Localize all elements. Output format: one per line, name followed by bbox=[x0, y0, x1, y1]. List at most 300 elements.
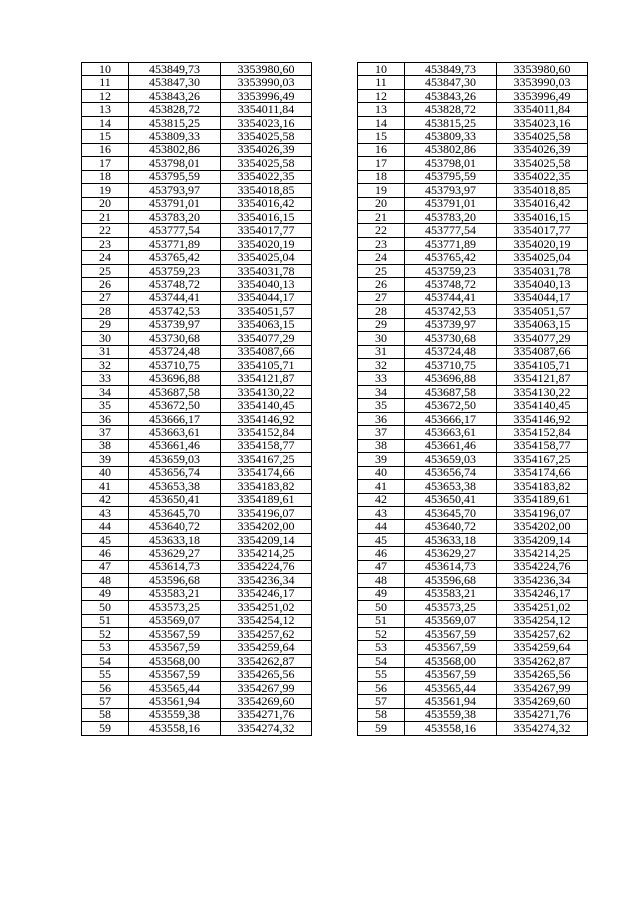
table-row bbox=[358, 184, 588, 197]
table-row bbox=[82, 695, 312, 708]
x-coordinate-cell: 453558,16 bbox=[129, 722, 221, 735]
point-number-cell: 31 bbox=[82, 345, 129, 358]
x-coordinate-cell: 453798,01 bbox=[405, 157, 497, 170]
x-coordinate-cell: 453633,18 bbox=[129, 533, 221, 546]
x-coordinate-cell: 453815,25 bbox=[129, 116, 221, 129]
x-coordinate-cell: 453656,74 bbox=[405, 466, 497, 479]
table-row bbox=[82, 143, 312, 156]
table-row bbox=[82, 103, 312, 116]
table-row bbox=[82, 399, 312, 412]
table-row bbox=[358, 63, 588, 76]
table-row bbox=[358, 170, 588, 183]
x-coordinate-cell: 453629,27 bbox=[405, 547, 497, 560]
y-coordinate-cell: 3354017,77 bbox=[221, 224, 312, 237]
table-row bbox=[358, 681, 588, 694]
point-number-cell: 57 bbox=[82, 695, 129, 708]
y-coordinate-cell: 3354209,14 bbox=[497, 533, 588, 546]
x-coordinate-cell: 453661,46 bbox=[129, 439, 221, 452]
point-number-cell: 56 bbox=[82, 681, 129, 694]
x-coordinate-cell: 453815,25 bbox=[405, 116, 497, 129]
x-coordinate-cell: 453640,72 bbox=[405, 520, 497, 533]
y-coordinate-cell: 3354077,29 bbox=[221, 332, 312, 345]
point-number-cell: 17 bbox=[82, 157, 129, 170]
x-coordinate-cell: 453765,42 bbox=[129, 251, 221, 264]
point-number-cell: 21 bbox=[358, 210, 405, 223]
y-coordinate-cell: 3354025,04 bbox=[497, 251, 588, 264]
y-coordinate-cell: 3354051,57 bbox=[497, 305, 588, 318]
point-number-cell: 54 bbox=[82, 654, 129, 667]
point-number-cell: 28 bbox=[82, 305, 129, 318]
x-coordinate-cell: 453696,88 bbox=[129, 372, 221, 385]
y-coordinate-cell: 3354031,78 bbox=[497, 264, 588, 277]
x-coordinate-cell: 453567,59 bbox=[405, 628, 497, 641]
x-coordinate-cell: 453710,75 bbox=[129, 358, 221, 371]
table-row bbox=[82, 291, 312, 304]
table-row bbox=[358, 601, 588, 614]
point-number-cell: 29 bbox=[358, 318, 405, 331]
table-row bbox=[358, 533, 588, 546]
table-row bbox=[82, 722, 312, 735]
point-number-cell: 41 bbox=[82, 480, 129, 493]
point-number-cell: 29 bbox=[82, 318, 129, 331]
x-coordinate-cell: 453687,58 bbox=[129, 385, 221, 398]
y-coordinate-cell: 3354011,84 bbox=[221, 103, 312, 116]
y-coordinate-cell: 3354254,12 bbox=[221, 614, 312, 627]
point-number-cell: 12 bbox=[358, 89, 405, 102]
point-number-cell: 58 bbox=[82, 708, 129, 721]
x-coordinate-cell: 453724,48 bbox=[405, 345, 497, 358]
y-coordinate-cell: 3354025,58 bbox=[497, 130, 588, 143]
table-row bbox=[82, 89, 312, 102]
table-row bbox=[82, 345, 312, 358]
point-number-cell: 46 bbox=[358, 547, 405, 560]
y-coordinate-cell: 3354251,02 bbox=[497, 601, 588, 614]
coordinates-table-left-body bbox=[82, 63, 312, 736]
point-number-cell: 47 bbox=[358, 560, 405, 573]
point-number-cell: 54 bbox=[358, 654, 405, 667]
point-number-cell: 42 bbox=[82, 493, 129, 506]
point-number-cell: 46 bbox=[82, 547, 129, 560]
y-coordinate-cell: 3354196,07 bbox=[221, 506, 312, 519]
table-row bbox=[82, 264, 312, 277]
point-number-cell: 13 bbox=[82, 103, 129, 116]
y-coordinate-cell: 3354087,66 bbox=[497, 345, 588, 358]
x-coordinate-cell: 453569,07 bbox=[405, 614, 497, 627]
y-coordinate-cell: 3353990,03 bbox=[221, 76, 312, 89]
x-coordinate-cell: 453659,03 bbox=[405, 453, 497, 466]
y-coordinate-cell: 3354267,99 bbox=[221, 681, 312, 694]
x-coordinate-cell: 453565,44 bbox=[129, 681, 221, 694]
x-coordinate-cell: 453739,97 bbox=[129, 318, 221, 331]
x-coordinate-cell: 453656,74 bbox=[129, 466, 221, 479]
point-number-cell: 55 bbox=[82, 668, 129, 681]
table-row bbox=[82, 372, 312, 385]
y-coordinate-cell: 3354158,77 bbox=[221, 439, 312, 452]
table-row bbox=[82, 426, 312, 439]
x-coordinate-cell: 453783,20 bbox=[129, 210, 221, 223]
x-coordinate-cell: 453696,88 bbox=[405, 372, 497, 385]
point-number-cell: 11 bbox=[358, 76, 405, 89]
table-row bbox=[358, 291, 588, 304]
y-coordinate-cell: 3354196,07 bbox=[497, 506, 588, 519]
y-coordinate-cell: 3354025,58 bbox=[221, 157, 312, 170]
point-number-cell: 30 bbox=[358, 332, 405, 345]
point-number-cell: 56 bbox=[358, 681, 405, 694]
point-number-cell: 49 bbox=[358, 587, 405, 600]
point-number-cell: 39 bbox=[358, 453, 405, 466]
point-number-cell: 40 bbox=[82, 466, 129, 479]
x-coordinate-cell: 453847,30 bbox=[129, 76, 221, 89]
point-number-cell: 14 bbox=[358, 116, 405, 129]
point-number-cell: 32 bbox=[358, 358, 405, 371]
x-coordinate-cell: 453561,94 bbox=[405, 695, 497, 708]
point-number-cell: 16 bbox=[82, 143, 129, 156]
point-number-cell: 18 bbox=[358, 170, 405, 183]
x-coordinate-cell: 453567,59 bbox=[129, 641, 221, 654]
x-coordinate-cell: 453710,75 bbox=[405, 358, 497, 371]
y-coordinate-cell: 3354077,29 bbox=[497, 332, 588, 345]
table-row bbox=[358, 520, 588, 533]
x-coordinate-cell: 453795,59 bbox=[129, 170, 221, 183]
table-row bbox=[358, 157, 588, 170]
x-coordinate-cell: 453748,72 bbox=[405, 278, 497, 291]
y-coordinate-cell: 3354183,82 bbox=[497, 480, 588, 493]
point-number-cell: 14 bbox=[82, 116, 129, 129]
point-number-cell: 23 bbox=[358, 237, 405, 250]
point-number-cell: 51 bbox=[358, 614, 405, 627]
table-row bbox=[358, 345, 588, 358]
point-number-cell: 18 bbox=[82, 170, 129, 183]
table-row bbox=[358, 264, 588, 277]
table-row bbox=[358, 480, 588, 493]
x-coordinate-cell: 453771,89 bbox=[405, 237, 497, 250]
point-number-cell: 48 bbox=[358, 574, 405, 587]
point-number-cell: 32 bbox=[82, 358, 129, 371]
table-row bbox=[82, 412, 312, 425]
table-row bbox=[82, 681, 312, 694]
point-number-cell: 39 bbox=[82, 453, 129, 466]
point-number-cell: 50 bbox=[358, 601, 405, 614]
x-coordinate-cell: 453777,54 bbox=[129, 224, 221, 237]
table-row bbox=[82, 358, 312, 371]
table-row bbox=[358, 130, 588, 143]
table-row bbox=[358, 116, 588, 129]
table-row bbox=[82, 708, 312, 721]
x-coordinate-cell: 453573,25 bbox=[129, 601, 221, 614]
table-row bbox=[358, 695, 588, 708]
point-number-cell: 37 bbox=[82, 426, 129, 439]
table-row bbox=[82, 210, 312, 223]
table-row bbox=[82, 76, 312, 89]
y-coordinate-cell: 3354044,17 bbox=[497, 291, 588, 304]
x-coordinate-cell: 453666,17 bbox=[405, 412, 497, 425]
x-coordinate-cell: 453744,41 bbox=[405, 291, 497, 304]
coordinates-table-right-body bbox=[358, 63, 588, 736]
point-number-cell: 30 bbox=[82, 332, 129, 345]
point-number-cell: 15 bbox=[358, 130, 405, 143]
table-row bbox=[358, 251, 588, 264]
point-number-cell: 15 bbox=[82, 130, 129, 143]
y-coordinate-cell: 3354140,45 bbox=[497, 399, 588, 412]
y-coordinate-cell: 3353996,49 bbox=[221, 89, 312, 102]
y-coordinate-cell: 3354257,62 bbox=[221, 628, 312, 641]
point-number-cell: 44 bbox=[82, 520, 129, 533]
y-coordinate-cell: 3354023,16 bbox=[497, 116, 588, 129]
coordinates-table-right bbox=[357, 62, 588, 736]
x-coordinate-cell: 453739,97 bbox=[405, 318, 497, 331]
table-row bbox=[82, 641, 312, 654]
x-coordinate-cell: 453783,20 bbox=[405, 210, 497, 223]
y-coordinate-cell: 3354274,32 bbox=[221, 722, 312, 735]
y-coordinate-cell: 3354262,87 bbox=[497, 654, 588, 667]
x-coordinate-cell: 453568,00 bbox=[405, 654, 497, 667]
y-coordinate-cell: 3354140,45 bbox=[221, 399, 312, 412]
point-number-cell: 36 bbox=[82, 412, 129, 425]
x-coordinate-cell: 453759,23 bbox=[405, 264, 497, 277]
x-coordinate-cell: 453663,61 bbox=[129, 426, 221, 439]
y-coordinate-cell: 3354023,16 bbox=[221, 116, 312, 129]
x-coordinate-cell: 453809,33 bbox=[405, 130, 497, 143]
x-coordinate-cell: 453614,73 bbox=[405, 560, 497, 573]
y-coordinate-cell: 3354026,39 bbox=[497, 143, 588, 156]
table-row bbox=[82, 224, 312, 237]
x-coordinate-cell: 453559,38 bbox=[405, 708, 497, 721]
table-row bbox=[82, 237, 312, 250]
x-coordinate-cell: 453567,59 bbox=[129, 668, 221, 681]
table-row bbox=[82, 668, 312, 681]
table-row bbox=[358, 426, 588, 439]
y-coordinate-cell: 3354267,99 bbox=[497, 681, 588, 694]
table-row bbox=[358, 560, 588, 573]
point-number-cell: 37 bbox=[358, 426, 405, 439]
x-coordinate-cell: 453650,41 bbox=[405, 493, 497, 506]
point-number-cell: 35 bbox=[358, 399, 405, 412]
y-coordinate-cell: 3354254,12 bbox=[497, 614, 588, 627]
point-number-cell: 53 bbox=[82, 641, 129, 654]
table-row bbox=[358, 143, 588, 156]
point-number-cell: 11 bbox=[82, 76, 129, 89]
point-number-cell: 33 bbox=[358, 372, 405, 385]
point-number-cell: 16 bbox=[358, 143, 405, 156]
y-coordinate-cell: 3354017,77 bbox=[497, 224, 588, 237]
y-coordinate-cell: 3354265,56 bbox=[221, 668, 312, 681]
x-coordinate-cell: 453843,26 bbox=[405, 89, 497, 102]
x-coordinate-cell: 453672,50 bbox=[129, 399, 221, 412]
point-number-cell: 59 bbox=[82, 722, 129, 735]
y-coordinate-cell: 3354246,17 bbox=[221, 587, 312, 600]
point-number-cell: 42 bbox=[358, 493, 405, 506]
y-coordinate-cell: 3354016,15 bbox=[221, 210, 312, 223]
y-coordinate-cell: 3354018,85 bbox=[497, 184, 588, 197]
y-coordinate-cell: 3354152,84 bbox=[221, 426, 312, 439]
y-coordinate-cell: 3354167,25 bbox=[221, 453, 312, 466]
point-number-cell: 45 bbox=[358, 533, 405, 546]
x-coordinate-cell: 453583,21 bbox=[129, 587, 221, 600]
point-number-cell: 45 bbox=[82, 533, 129, 546]
table-row bbox=[82, 453, 312, 466]
table-row bbox=[82, 130, 312, 143]
y-coordinate-cell: 3354146,92 bbox=[221, 412, 312, 425]
point-number-cell: 48 bbox=[82, 574, 129, 587]
x-coordinate-cell: 453583,21 bbox=[405, 587, 497, 600]
y-coordinate-cell: 3354105,71 bbox=[221, 358, 312, 371]
y-coordinate-cell: 3353980,60 bbox=[497, 63, 588, 76]
table-row bbox=[82, 466, 312, 479]
y-coordinate-cell: 3354025,58 bbox=[497, 157, 588, 170]
x-coordinate-cell: 453661,46 bbox=[405, 439, 497, 452]
x-coordinate-cell: 453614,73 bbox=[129, 560, 221, 573]
point-number-cell: 20 bbox=[82, 197, 129, 210]
point-number-cell: 20 bbox=[358, 197, 405, 210]
x-coordinate-cell: 453849,73 bbox=[129, 63, 221, 76]
table-row bbox=[82, 574, 312, 587]
x-coordinate-cell: 453567,59 bbox=[405, 668, 497, 681]
table-row bbox=[82, 251, 312, 264]
point-number-cell: 28 bbox=[358, 305, 405, 318]
y-coordinate-cell: 3354174,66 bbox=[221, 466, 312, 479]
y-coordinate-cell: 3354167,25 bbox=[497, 453, 588, 466]
x-coordinate-cell: 453558,16 bbox=[405, 722, 497, 735]
table-row bbox=[82, 116, 312, 129]
y-coordinate-cell: 3354020,19 bbox=[497, 237, 588, 250]
point-number-cell: 40 bbox=[358, 466, 405, 479]
y-coordinate-cell: 3354262,87 bbox=[221, 654, 312, 667]
point-number-cell: 22 bbox=[82, 224, 129, 237]
point-number-cell: 34 bbox=[82, 385, 129, 398]
point-number-cell: 24 bbox=[82, 251, 129, 264]
point-number-cell: 36 bbox=[358, 412, 405, 425]
x-coordinate-cell: 453653,38 bbox=[405, 480, 497, 493]
point-number-cell: 24 bbox=[358, 251, 405, 264]
x-coordinate-cell: 453771,89 bbox=[129, 237, 221, 250]
y-coordinate-cell: 3354040,13 bbox=[497, 278, 588, 291]
point-number-cell: 27 bbox=[358, 291, 405, 304]
table-row bbox=[82, 439, 312, 452]
table-row bbox=[358, 89, 588, 102]
x-coordinate-cell: 453802,86 bbox=[405, 143, 497, 156]
table-row bbox=[82, 157, 312, 170]
x-coordinate-cell: 453666,17 bbox=[129, 412, 221, 425]
point-number-cell: 17 bbox=[358, 157, 405, 170]
table-row bbox=[358, 197, 588, 210]
point-number-cell: 13 bbox=[358, 103, 405, 116]
table-row bbox=[82, 614, 312, 627]
x-coordinate-cell: 453596,68 bbox=[129, 574, 221, 587]
x-coordinate-cell: 453567,59 bbox=[405, 641, 497, 654]
x-coordinate-cell: 453748,72 bbox=[129, 278, 221, 291]
y-coordinate-cell: 3354063,15 bbox=[497, 318, 588, 331]
point-number-cell: 27 bbox=[82, 291, 129, 304]
x-coordinate-cell: 453742,53 bbox=[405, 305, 497, 318]
table-row bbox=[82, 560, 312, 573]
table-row bbox=[82, 587, 312, 600]
point-number-cell: 55 bbox=[358, 668, 405, 681]
y-coordinate-cell: 3354269,60 bbox=[221, 695, 312, 708]
x-coordinate-cell: 453672,50 bbox=[405, 399, 497, 412]
y-coordinate-cell: 3354051,57 bbox=[221, 305, 312, 318]
y-coordinate-cell: 3354236,34 bbox=[497, 574, 588, 587]
point-number-cell: 53 bbox=[358, 641, 405, 654]
point-number-cell: 38 bbox=[358, 439, 405, 452]
point-number-cell: 23 bbox=[82, 237, 129, 250]
point-number-cell: 41 bbox=[358, 480, 405, 493]
y-coordinate-cell: 3354265,56 bbox=[497, 668, 588, 681]
table-row bbox=[358, 210, 588, 223]
coordinates-table-left bbox=[81, 62, 312, 736]
x-coordinate-cell: 453645,70 bbox=[129, 506, 221, 519]
table-row bbox=[82, 520, 312, 533]
x-coordinate-cell: 453759,23 bbox=[129, 264, 221, 277]
table-row bbox=[358, 332, 588, 345]
point-number-cell: 52 bbox=[82, 628, 129, 641]
y-coordinate-cell: 3354259,64 bbox=[221, 641, 312, 654]
y-coordinate-cell: 3354271,76 bbox=[221, 708, 312, 721]
table-row bbox=[358, 493, 588, 506]
x-coordinate-cell: 453659,03 bbox=[129, 453, 221, 466]
x-coordinate-cell: 453765,42 bbox=[405, 251, 497, 264]
table-row bbox=[82, 170, 312, 183]
y-coordinate-cell: 3354105,71 bbox=[497, 358, 588, 371]
y-coordinate-cell: 3354224,76 bbox=[497, 560, 588, 573]
x-coordinate-cell: 453565,44 bbox=[405, 681, 497, 694]
x-coordinate-cell: 453573,25 bbox=[405, 601, 497, 614]
y-coordinate-cell: 3354251,02 bbox=[221, 601, 312, 614]
y-coordinate-cell: 3354087,66 bbox=[221, 345, 312, 358]
table-row bbox=[358, 587, 588, 600]
point-number-cell: 52 bbox=[358, 628, 405, 641]
y-coordinate-cell: 3354020,19 bbox=[221, 237, 312, 250]
table-row bbox=[358, 372, 588, 385]
x-coordinate-cell: 453795,59 bbox=[405, 170, 497, 183]
y-coordinate-cell: 3354246,17 bbox=[497, 587, 588, 600]
point-number-cell: 44 bbox=[358, 520, 405, 533]
x-coordinate-cell: 453663,61 bbox=[405, 426, 497, 439]
y-coordinate-cell: 3354011,84 bbox=[497, 103, 588, 116]
table-row bbox=[358, 628, 588, 641]
x-coordinate-cell: 453809,33 bbox=[129, 130, 221, 143]
x-coordinate-cell: 453791,01 bbox=[405, 197, 497, 210]
table-row bbox=[358, 614, 588, 627]
x-coordinate-cell: 453802,86 bbox=[129, 143, 221, 156]
point-number-cell: 25 bbox=[82, 264, 129, 277]
table-row bbox=[82, 547, 312, 560]
point-number-cell: 26 bbox=[358, 278, 405, 291]
y-coordinate-cell: 3354018,85 bbox=[221, 184, 312, 197]
x-coordinate-cell: 453567,59 bbox=[129, 628, 221, 641]
table-row bbox=[358, 439, 588, 452]
table-row bbox=[358, 224, 588, 237]
point-number-cell: 47 bbox=[82, 560, 129, 573]
y-coordinate-cell: 3354214,25 bbox=[497, 547, 588, 560]
y-coordinate-cell: 3354026,39 bbox=[221, 143, 312, 156]
x-coordinate-cell: 453730,68 bbox=[129, 332, 221, 345]
table-row bbox=[358, 668, 588, 681]
point-number-cell: 49 bbox=[82, 587, 129, 600]
y-coordinate-cell: 3354152,84 bbox=[497, 426, 588, 439]
x-coordinate-cell: 453568,00 bbox=[129, 654, 221, 667]
y-coordinate-cell: 3353996,49 bbox=[497, 89, 588, 102]
x-coordinate-cell: 453793,97 bbox=[405, 184, 497, 197]
table-row bbox=[358, 574, 588, 587]
point-number-cell: 38 bbox=[82, 439, 129, 452]
point-number-cell: 21 bbox=[82, 210, 129, 223]
x-coordinate-cell: 453640,72 bbox=[129, 520, 221, 533]
table-row bbox=[358, 278, 588, 291]
x-coordinate-cell: 453633,18 bbox=[405, 533, 497, 546]
y-coordinate-cell: 3354121,87 bbox=[497, 372, 588, 385]
y-coordinate-cell: 3354044,17 bbox=[221, 291, 312, 304]
y-coordinate-cell: 3354257,62 bbox=[497, 628, 588, 641]
